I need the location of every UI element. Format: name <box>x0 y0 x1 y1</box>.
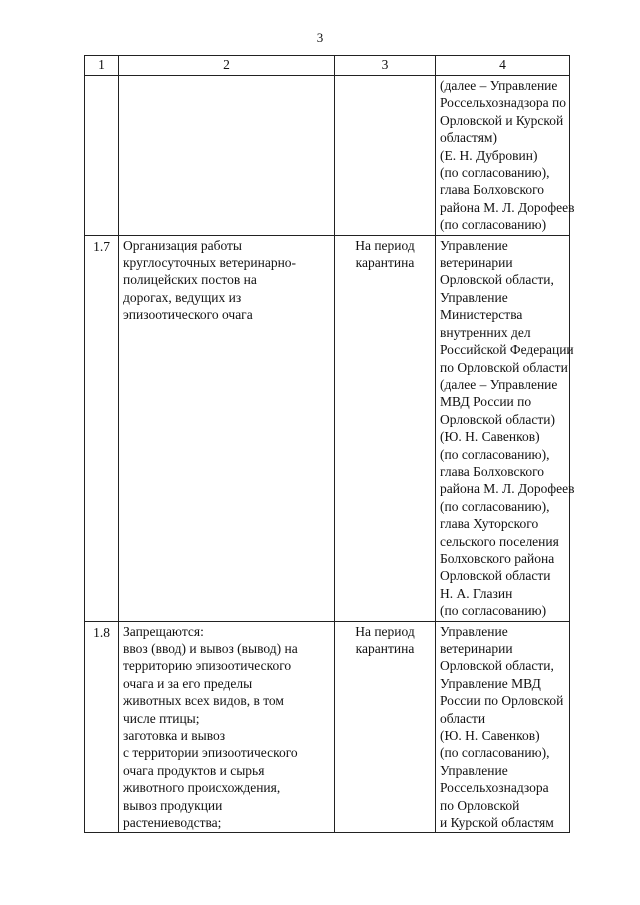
action-cell-line: вывоз продукции <box>123 797 223 813</box>
responsible-cell-line: ветеринарии <box>440 255 513 271</box>
period-cell <box>335 76 436 236</box>
action-cell <box>119 76 335 236</box>
period-cell-line: карантина <box>355 255 415 271</box>
responsible-cell-line: (далее – Управление <box>440 376 558 392</box>
responsible-cell-line: (по согласованию), <box>440 446 550 462</box>
action-cell <box>119 621 335 833</box>
responsible-cell <box>436 76 575 236</box>
action-cell <box>119 235 335 621</box>
table-row <box>85 235 570 621</box>
table-row <box>85 621 570 833</box>
responsible-cell-line: сельского поселения <box>440 533 559 549</box>
column-header: 4 <box>436 56 570 76</box>
action-cell-line: заготовка и вывоз <box>123 728 226 744</box>
responsible-cell-line: района М. Л. Дорофеев <box>440 199 575 215</box>
period-cell-line: На период <box>355 237 415 253</box>
responsible-cell-line: Управление <box>440 289 508 305</box>
column-header: 2 <box>119 56 335 76</box>
row-number <box>85 76 119 236</box>
responsible-cell-line: областям) <box>440 130 497 146</box>
responsible-cell <box>436 235 575 621</box>
responsible-cell-line: (по согласованию), <box>440 498 550 514</box>
responsible-cell-line: Управление <box>440 623 508 639</box>
measures-table <box>84 55 575 833</box>
action-cell-line: животного происхождения, <box>123 780 281 796</box>
responsible-cell-line: (Е. Н. Дубровин) <box>440 147 538 163</box>
action-cell-line: числе птицы; <box>123 710 200 726</box>
responsible-cell-line: Россельхознадзора по <box>440 95 566 111</box>
responsible-cell-line: (по согласованию), <box>440 165 550 181</box>
responsible-cell-line: (по согласованию) <box>440 603 547 619</box>
period-cell-line: На период <box>355 623 415 639</box>
responsible-cell-line: Орловской области <box>440 568 551 584</box>
responsible-cell-line: (по согласованию) <box>440 217 547 233</box>
responsible-cell-line: (Ю. Н. Савенков) <box>440 429 540 445</box>
action-cell-line: животных всех видов, в том <box>123 693 284 709</box>
column-header: 1 <box>85 56 119 76</box>
responsible-cell-line: Управление МВД <box>440 675 541 691</box>
responsible-cell-line: и Курской областям <box>440 815 554 831</box>
action-cell-line: круглосуточных ветеринарно- <box>123 255 297 271</box>
responsible-cell-line: внутренних дел <box>440 324 531 340</box>
responsible-cell-line: ветеринарии <box>440 641 513 656</box>
action-cell-line: эпизоотического очага <box>123 307 253 323</box>
responsible-cell-line: Н. А. Глазин <box>440 585 513 601</box>
responsible-cell-line: Российской Федерации <box>440 342 574 358</box>
action-cell-line: растениеводства; <box>123 815 222 831</box>
responsible-cell-line: Управление <box>440 237 508 253</box>
responsible-cell-line: глава Хуторского <box>440 516 539 532</box>
responsible-cell-line: России по Орловской <box>440 693 564 709</box>
period-cell <box>335 235 436 621</box>
responsible-cell-line: по Орловской области <box>440 359 568 375</box>
responsible-cell-line: Управление <box>440 762 508 778</box>
table-header-row <box>85 56 570 76</box>
responsible-cell-line: (далее – Управление <box>440 78 558 93</box>
responsible-cell-line: Орловской и Курской <box>440 112 564 128</box>
action-cell-line: Запрещаются: <box>123 623 204 639</box>
page-number: 3 <box>316 30 324 45</box>
responsible-cell-line: глава Болховского <box>440 182 545 198</box>
responsible-cell-line: Россельхознадзора <box>440 780 549 796</box>
responsible-cell-line: МВД России по <box>440 394 532 410</box>
responsible-cell-line: Орловской области) <box>440 411 555 427</box>
column-header: 3 <box>335 56 436 76</box>
responsible-cell-line: (по согласованию), <box>440 745 550 761</box>
action-cell-line: очага продуктов и сырья <box>123 762 265 778</box>
row-number: 1.7 <box>85 235 119 621</box>
responsible-cell-line: Болховского района <box>440 550 555 566</box>
table-row <box>85 76 570 236</box>
action-cell-line: дорогах, ведущих из <box>123 289 242 305</box>
period-cell <box>335 621 436 833</box>
action-cell-line: территорию эпизоотического <box>123 658 292 674</box>
responsible-cell-line: района М. Л. Дорофеев <box>440 481 575 497</box>
action-cell-line: полицейских постов на <box>123 272 257 288</box>
responsible-cell-line: Орловской области, <box>440 658 554 674</box>
responsible-cell-line: области <box>440 710 486 726</box>
action-cell-line: ввоз (ввод) и вывоз (вывод) на <box>123 641 298 656</box>
period-cell-line: карантина <box>355 641 415 656</box>
responsible-cell-line: по Орловской <box>440 797 520 813</box>
action-cell-line: очага и за его пределы <box>123 675 253 691</box>
row-number: 1.8 <box>85 621 119 833</box>
responsible-cell-line: глава Болховского <box>440 463 545 479</box>
responsible-cell <box>436 621 570 833</box>
action-cell-line: Организация работы <box>123 237 242 253</box>
responsible-cell-line: (Ю. Н. Савенков) <box>440 728 540 744</box>
action-cell-line: с территории эпизоотического <box>123 745 298 761</box>
responsible-cell-line: Орловской области, <box>440 272 554 288</box>
responsible-cell-line: Министерства <box>440 307 523 323</box>
